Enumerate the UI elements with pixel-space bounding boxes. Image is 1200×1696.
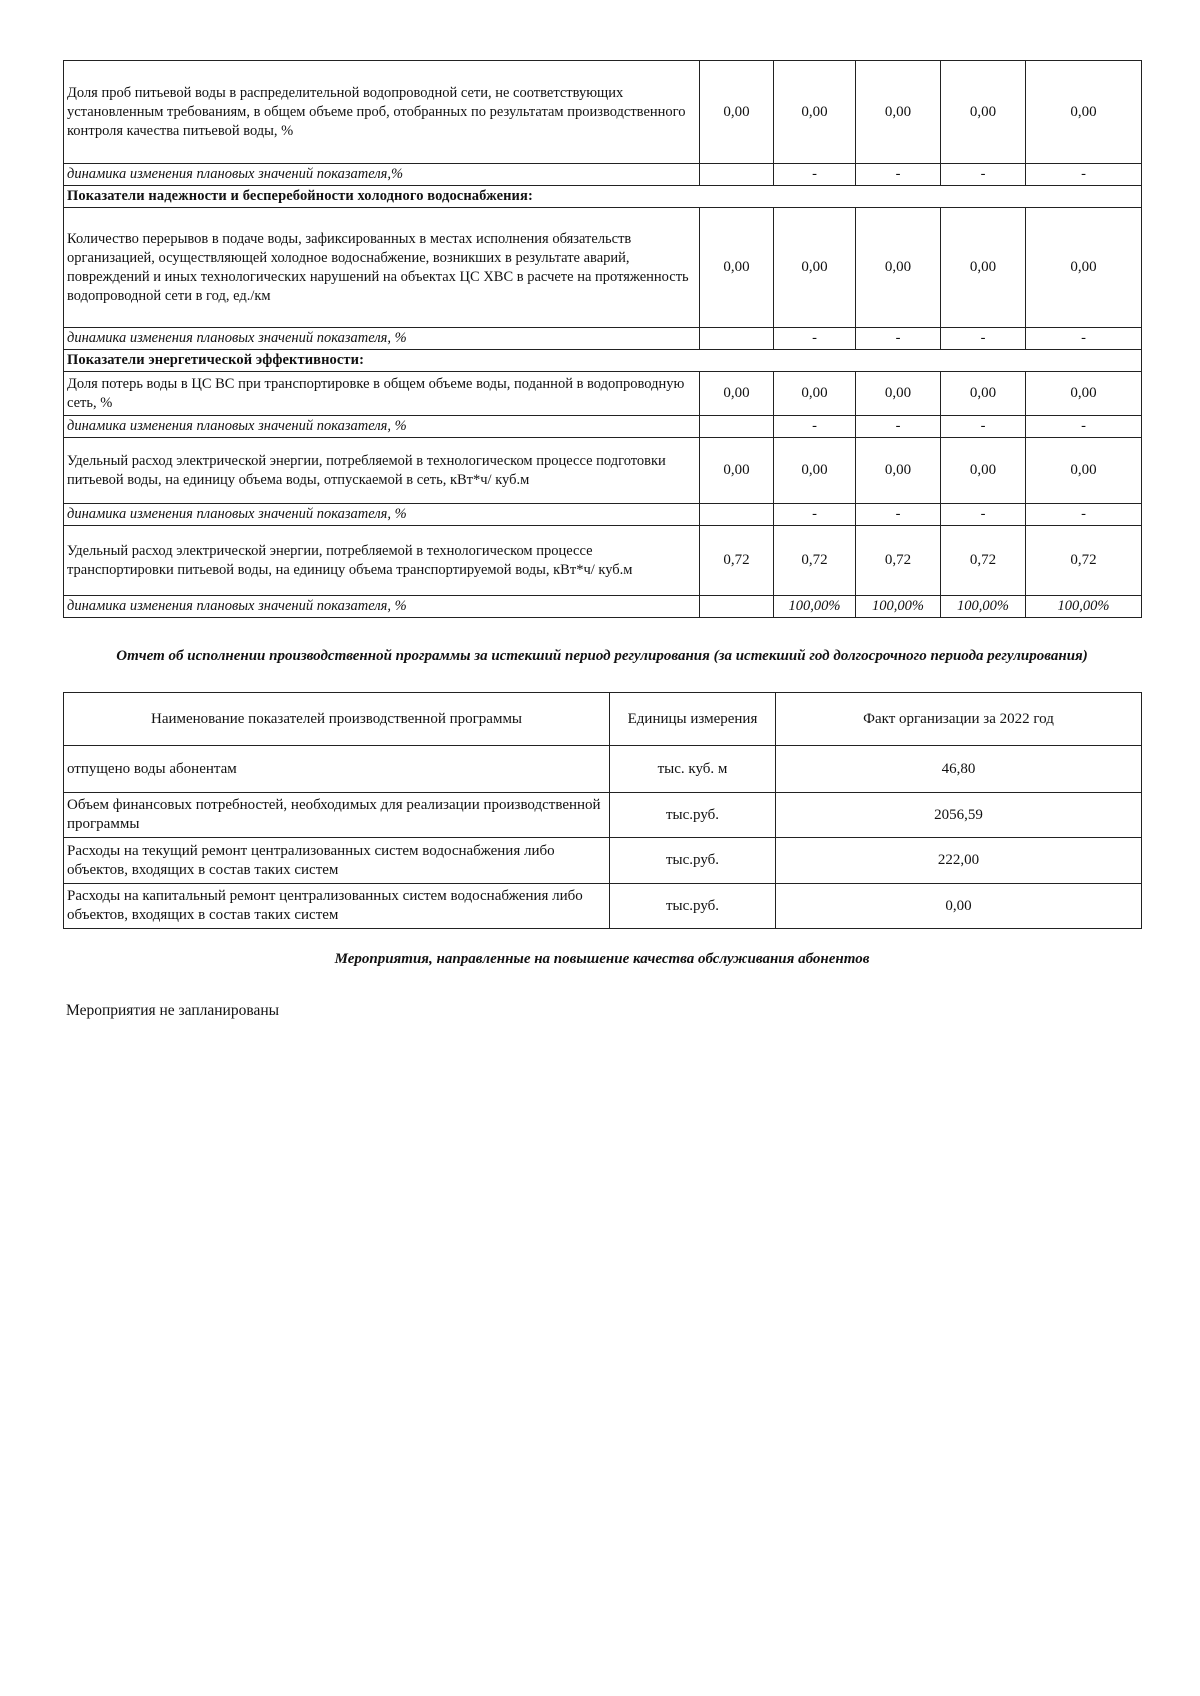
indicator-value: 0,00 [941, 372, 1026, 416]
section-header-reliability [64, 186, 1142, 208]
report-row [64, 793, 1142, 838]
report-indicator-name: отпущено воды абонентам [64, 746, 610, 793]
report-value: 0,00 [776, 884, 1142, 929]
indicator-row-energy-preparation [64, 438, 1142, 504]
dynamics-value: - [941, 328, 1026, 350]
indicator-value: 0,00 [941, 61, 1026, 164]
dynamics-value [700, 596, 774, 618]
header-fact: Факт организации за 2022 год [776, 693, 1142, 746]
dynamics-row [64, 328, 1142, 350]
header-indicator-name: Наименование показателей производственной программы [64, 693, 610, 746]
report-indicator-name: Расходы на текущий ремонт централизованных систем водоснабжения либо объектов, входящих в состав таких систем [64, 838, 610, 884]
dynamics-value: - [856, 416, 941, 438]
report-unit: тыс. куб. м [610, 746, 776, 793]
report-row [64, 746, 1142, 793]
dynamics-value: - [856, 504, 941, 526]
indicator-value: 0,72 [941, 526, 1026, 596]
report-value: 46,80 [776, 746, 1142, 793]
indicator-value: 0,72 [1026, 526, 1142, 596]
indicator-value: 0,00 [941, 208, 1026, 328]
indicator-value: 0,00 [774, 61, 856, 164]
dynamics-label: динамика изменения плановых значений показателя, % [64, 504, 700, 526]
dynamics-value [700, 328, 774, 350]
dynamics-value: 100,00% [856, 596, 941, 618]
report-table [63, 692, 1142, 929]
report-indicator-name: Объем финансовых потребностей, необходимых для реализации производственной программы [64, 793, 610, 838]
dynamics-row [64, 504, 1142, 526]
section-header-energy [64, 350, 1142, 372]
report-indicator-name: Расходы на капитальный ремонт централизованных систем водоснабжения либо объектов, входящих в состав таких систем [64, 884, 610, 929]
indicator-value: 0,00 [1026, 372, 1142, 416]
indicator-name: Доля потерь воды в ЦС ВС при транспортировке в общем объеме воды, поданной в водопроводную сеть, % [64, 372, 700, 416]
indicator-value: 0,00 [774, 208, 856, 328]
report-unit: тыс.руб. [610, 884, 776, 929]
indicator-value: 0,00 [700, 61, 774, 164]
report-row [64, 838, 1142, 884]
dynamics-value: - [774, 328, 856, 350]
indicator-value: 0,00 [1026, 438, 1142, 504]
dynamics-value [700, 416, 774, 438]
report-value: 222,00 [776, 838, 1142, 884]
indicator-name: Удельный расход электрической энергии, потребляемой в технологическом процессе транспортировки питьевой воды, на единицу объема транспортируемой воды, кВт*ч/ куб.м [64, 526, 700, 596]
dynamics-value: - [774, 164, 856, 186]
measures-text: Мероприятия не запланированы [66, 1002, 280, 1019]
indicator-value: 0,72 [774, 526, 856, 596]
indicator-value: 0,72 [856, 526, 941, 596]
dynamics-value [700, 504, 774, 526]
report-header-row [64, 693, 1142, 746]
indicator-value: 0,00 [856, 61, 941, 164]
dynamics-label: динамика изменения плановых значений показателя,% [64, 164, 700, 186]
dynamics-value: - [774, 504, 856, 526]
dynamics-value [700, 164, 774, 186]
indicator-value: 0,00 [856, 208, 941, 328]
dynamics-value: 100,00% [774, 596, 856, 618]
section-title: Показатели энергетической эффективности: [64, 350, 1142, 372]
dynamics-row [64, 416, 1142, 438]
indicator-value: 0,00 [856, 372, 941, 416]
indicators-table [63, 60, 1142, 618]
dynamics-row [64, 596, 1142, 618]
indicator-value: 0,00 [700, 208, 774, 328]
dynamics-value: - [856, 328, 941, 350]
indicator-name: Удельный расход электрической энергии, потребляемой в технологическом процессе подготовки питьевой воды, на единицу объема воды, отпускаемой в сеть, кВт*ч/ куб.м [64, 438, 700, 504]
indicator-value: 0,00 [774, 372, 856, 416]
indicator-value: 0,00 [856, 438, 941, 504]
dynamics-value: - [941, 504, 1026, 526]
section-title: Показатели надежности и бесперебойности холодного водоснабжения: [64, 186, 1142, 208]
dynamics-row [64, 164, 1142, 186]
dynamics-value: 100,00% [941, 596, 1026, 618]
dynamics-value: - [1026, 504, 1142, 526]
dynamics-value: - [1026, 416, 1142, 438]
indicator-value: 0,00 [700, 438, 774, 504]
report-value: 2056,59 [776, 793, 1142, 838]
indicator-row-water-losses [64, 372, 1142, 416]
indicator-row-energy-transport [64, 526, 1142, 596]
report-unit: тыс.руб. [610, 793, 776, 838]
measures-title: Мероприятия, направленные на повышение качества обслуживания абонентов [334, 951, 870, 967]
indicator-row-water-quality [64, 61, 1142, 164]
dynamics-label: динамика изменения плановых значений показателя, % [64, 416, 700, 438]
report-title: Отчет об исполнении производственной программы за истекший период регулирования (за истекший год долгосрочного периода регулирования) [116, 648, 1088, 664]
indicator-value: 0,00 [941, 438, 1026, 504]
dynamics-value: - [774, 416, 856, 438]
report-unit: тыс.руб. [610, 838, 776, 884]
indicator-row-interruptions [64, 208, 1142, 328]
report-row [64, 884, 1142, 929]
indicator-value: 0,00 [1026, 61, 1142, 164]
dynamics-value: - [1026, 164, 1142, 186]
dynamics-value: - [856, 164, 941, 186]
indicator-value: 0,00 [1026, 208, 1142, 328]
dynamics-value: - [1026, 328, 1142, 350]
dynamics-label: динамика изменения плановых значений показателя, % [64, 596, 700, 618]
indicator-value: 0,00 [774, 438, 856, 504]
indicator-name: Количество перерывов в подаче воды, зафиксированных в местах исполнения обязательств организацией, осуществляющей холодное водоснабжение, возникших в результате аварий, повреждений и иных технологических нарушений на объектах ЦС ХВС в расчете на протяженность водопроводной сети в год, ед./км [64, 208, 700, 328]
dynamics-value: 100,00% [1026, 596, 1142, 618]
dynamics-label: динамика изменения плановых значений показателя, % [64, 328, 700, 350]
indicator-value: 0,72 [700, 526, 774, 596]
dynamics-value: - [941, 416, 1026, 438]
indicator-value: 0,00 [700, 372, 774, 416]
header-unit: Единицы измерения [610, 693, 776, 746]
dynamics-value: - [941, 164, 1026, 186]
indicator-name: Доля проб питьевой воды в распределительной водопроводной сети, не соответствующих установленным требованиям, в общем объеме проб, отобранных по результатам производственного контроля качества питьевой воды, % [64, 61, 700, 164]
